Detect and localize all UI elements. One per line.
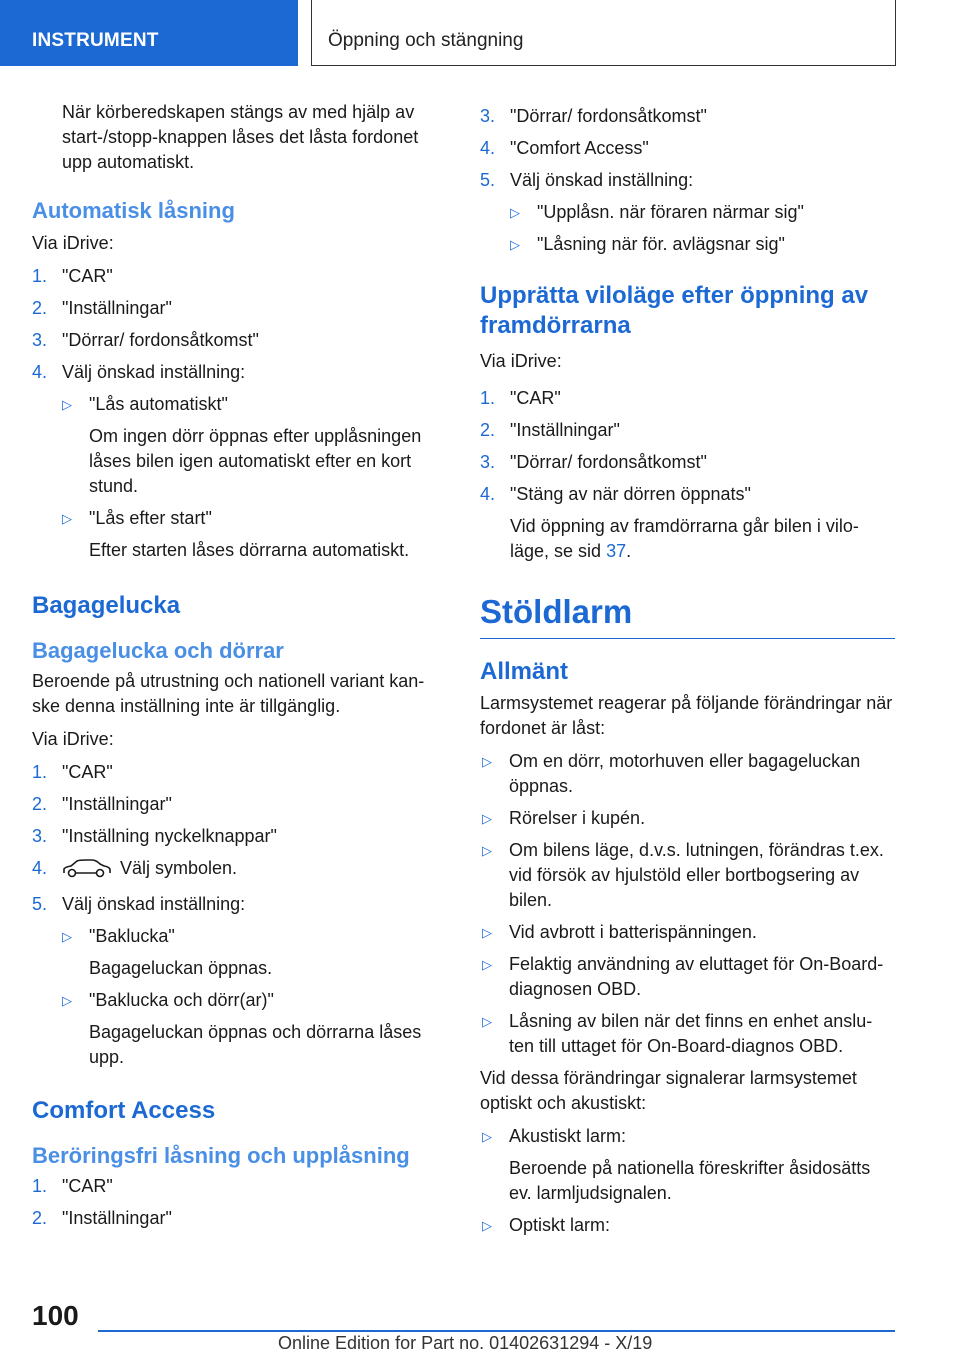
step-text: Välj symbolen.: [120, 858, 238, 878]
alarm-type-description: Beroende på nationella föreskrifter åsidosätts ev. larmljudsignalen.: [509, 1158, 871, 1203]
step: [32, 856, 450, 885]
heading-rest-mode: Upprätta viloläge efter öppning av framdörrarna: [480, 282, 869, 339]
rest-description: [480, 514, 895, 564]
step-text: "Dörrar/ fordonsåtkomst": [510, 452, 707, 472]
option-label: "Baklucka": [89, 926, 175, 946]
alarm-item: [480, 749, 895, 799]
step-text: "CAR": [62, 266, 113, 286]
alarm-item-text: Vid avbrott i batterispänningen.: [509, 922, 757, 942]
page-header: [0, 0, 960, 66]
option-description: Bagageluckan öppnas.: [89, 958, 273, 978]
step: [480, 136, 895, 161]
alarm-intro: Larmsystemet reagerar på följande förändringar när fordonet är låst:: [480, 693, 893, 738]
alarm-type-label: Optiskt larm:: [509, 1215, 611, 1235]
page-reference-link[interactable]: 37: [606, 541, 627, 561]
option-description: Efter starten låses dörrarna automatiskt.: [89, 540, 410, 560]
step-number: 2.: [32, 1208, 48, 1228]
alarm-item: [480, 952, 895, 1002]
triangle-right-icon: ▷: [482, 925, 492, 940]
triangle-right-icon: ▷: [482, 811, 492, 826]
step: [480, 482, 895, 507]
alarm-item-text: Om en dörr, motorhuven eller bagageluckan öppnas.: [509, 751, 861, 796]
triangle-right-icon: ▷: [482, 1014, 492, 1029]
option-item: [480, 200, 895, 225]
step: [32, 792, 450, 817]
trunk-description: Beroende på utrustning och nationell variant kan-ske denna inställning inte är tillgänglig.: [32, 671, 425, 716]
via-idrive: Via iDrive:: [32, 729, 114, 749]
heading-general: Allmänt: [480, 658, 569, 685]
alarm-item-text: Låsning av bilen när det finns en enhet anslu-ten till uttaget för On-Board-diagnos OBD.: [509, 1011, 873, 1056]
option-item: [32, 506, 450, 531]
heading-trunk-doors: Bagagelucka och dörrar: [32, 638, 284, 663]
car-icon: [62, 858, 112, 885]
step-text: "Dörrar/ fordonsåtkomst": [510, 106, 707, 126]
via-idrive: Via iDrive:: [480, 351, 562, 371]
rest-description-end: .: [626, 541, 632, 561]
step-text: Välj önskad inställning:: [510, 170, 694, 190]
triangle-right-icon: ▷: [62, 993, 72, 1008]
step-text: "Inställningar": [62, 794, 172, 814]
alarm-signal-text: Vid dessa förändringar signalerar larmsystemet optiskt och akustiskt:: [480, 1068, 857, 1113]
step: [480, 386, 895, 411]
heading-auto-lock: Automatisk låsning: [32, 198, 235, 223]
step: [32, 1206, 450, 1231]
step-number: 5.: [480, 170, 496, 190]
step-number: 1.: [480, 388, 496, 408]
step-number: 3.: [32, 330, 48, 350]
via-idrive: Via iDrive:: [32, 233, 114, 253]
step-number: 3.: [32, 826, 48, 846]
alarm-item-text: Felaktig användning av eluttaget för On-Board-diagnosen OBD.: [509, 954, 884, 999]
step-number: 5.: [32, 894, 48, 914]
step: [32, 1174, 450, 1199]
step-number: 2.: [480, 420, 496, 440]
triangle-right-icon: ▷: [62, 511, 72, 526]
step: [480, 168, 895, 193]
triangle-right-icon: ▷: [62, 397, 72, 412]
step-text: Välj önskad inställning:: [62, 894, 246, 914]
triangle-right-icon: ▷: [482, 1218, 492, 1233]
step: [480, 104, 895, 129]
left-column: [32, 100, 450, 1238]
triangle-right-icon: ▷: [510, 237, 520, 252]
step-number: 1.: [32, 1176, 48, 1196]
triangle-right-icon: ▷: [482, 843, 492, 858]
step: [480, 418, 895, 443]
option-description: Om ingen dörr öppnas efter upplåsningen låses bilen igen automatiskt efter en kort stund.: [89, 426, 422, 496]
option-item: [32, 392, 450, 417]
triangle-right-icon: ▷: [510, 205, 520, 220]
step-text: "Dörrar/ fordonsåtkomst": [62, 330, 259, 350]
footer-edition: Online Edition for Part no. 01402631294 - X/19: [278, 1333, 653, 1353]
step-text: "CAR": [62, 762, 113, 782]
step: [32, 824, 450, 849]
step: [32, 892, 450, 917]
step-number: 4.: [480, 484, 496, 504]
option-description: Bagageluckan öppnas och dörrarna låses upp.: [89, 1022, 422, 1067]
step-text: "Inställningar": [62, 298, 172, 318]
alarm-type: [480, 1124, 895, 1149]
intro-text: När körberedskapen stängs av med hjälp av start-/stopp-knappen låses det låsta fordonet upp automatiskt.: [62, 102, 419, 172]
step-text: "CAR": [510, 388, 561, 408]
step-number: 3.: [480, 106, 496, 126]
heading-touchless-locking: Beröringsfri låsning och upplåsning: [32, 1143, 410, 1168]
step: [32, 328, 450, 353]
option-label: "Upplåsn. när föraren närmar sig": [537, 202, 804, 222]
option-label: "Lås efter start": [89, 508, 212, 528]
chapter-tab: Öppning och stängning: [311, 0, 896, 66]
step-text: "CAR": [62, 1176, 113, 1196]
page-number: 100: [32, 1300, 79, 1331]
alarm-item: [480, 838, 895, 913]
rest-description-text: Vid öppning av framdörrarna går bilen i vilo-läge, se sid: [510, 516, 859, 561]
triangle-right-icon: ▷: [482, 957, 492, 972]
step: [32, 264, 450, 289]
triangle-right-icon: ▷: [62, 929, 72, 944]
right-column: [480, 104, 895, 1245]
alarm-item: [480, 1009, 895, 1059]
step-text: "Inställningar": [62, 1208, 172, 1228]
step-number: 4.: [32, 362, 48, 382]
option-label: "Lås automatiskt": [89, 394, 228, 414]
step-number: 1.: [32, 762, 48, 782]
step-number: 2.: [32, 794, 48, 814]
alarm-item-text: Om bilens läge, d.v.s. lutningen, förändras t.ex. vid försök av hjulstöld eller bortbogsering av bilen.: [509, 840, 884, 910]
step-text: "Comfort Access": [510, 138, 649, 158]
alarm-type: [480, 1213, 895, 1238]
heading-comfort-access: Comfort Access: [32, 1097, 216, 1124]
alarm-item-text: Rörelser i kupén.: [509, 808, 646, 828]
step: [32, 296, 450, 321]
step-text: "Inställning nyckelknappar": [62, 826, 277, 846]
option-label: "Låsning när för. avlägsnar sig": [537, 234, 785, 254]
option-item: [32, 924, 450, 949]
step-text: "Stäng av när dörren öppnats": [510, 484, 751, 504]
footer-divider: [98, 1330, 895, 1332]
alarm-item: [480, 920, 895, 945]
option-item: [480, 232, 895, 257]
option-label: "Baklucka och dörr(ar)": [89, 990, 274, 1010]
step-number: 4.: [32, 858, 48, 878]
step-number: 1.: [32, 266, 48, 286]
triangle-right-icon: ▷: [482, 754, 492, 769]
step: [480, 450, 895, 475]
alarm-item: [480, 806, 895, 831]
heading-trunk: Bagagelucka: [32, 592, 181, 619]
step: [32, 760, 450, 785]
step-number: 2.: [32, 298, 48, 318]
heading-theft-alarm: Stöldlarm: [480, 592, 895, 639]
step-number: 4.: [480, 138, 496, 158]
step-text: "Inställningar": [510, 420, 620, 440]
step: [32, 360, 450, 385]
triangle-right-icon: ▷: [482, 1129, 492, 1144]
section-tab: INSTRUMENT: [0, 0, 298, 66]
alarm-type-label: Akustiskt larm:: [509, 1126, 627, 1146]
option-item: [32, 988, 450, 1013]
step-number: 3.: [480, 452, 496, 472]
step-text: Välj önskad inställning:: [62, 362, 246, 382]
